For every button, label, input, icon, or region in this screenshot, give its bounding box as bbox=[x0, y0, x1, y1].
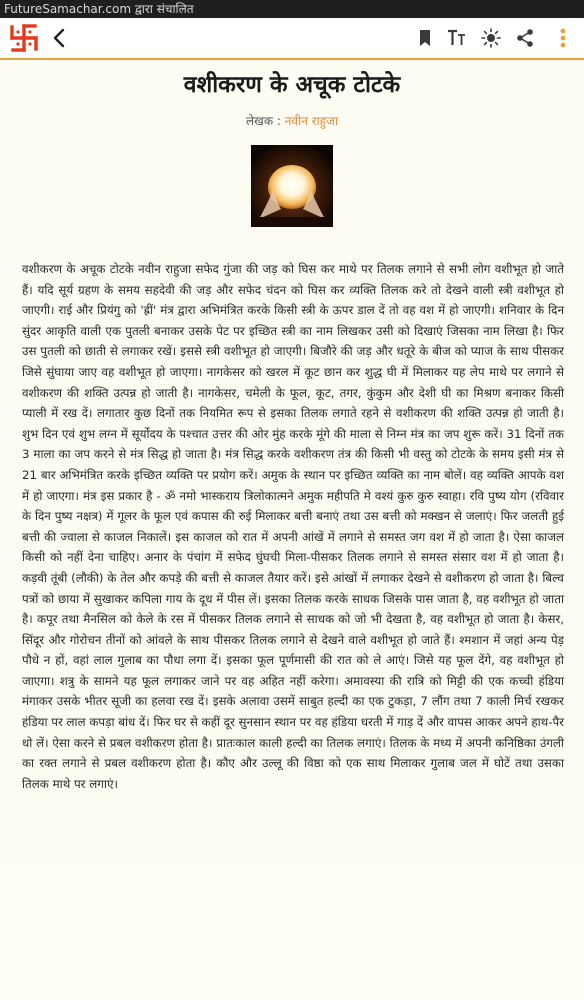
text-size-icon[interactable] bbox=[446, 27, 468, 49]
swastik-icon[interactable] bbox=[8, 22, 40, 54]
article-author bbox=[0, 112, 584, 129]
glowing-crystal-ball-icon bbox=[251, 145, 333, 227]
article-page[interactable] bbox=[0, 60, 584, 1000]
app-toolbar bbox=[0, 18, 584, 60]
author-name[interactable]: नवीन राहुजा bbox=[284, 114, 339, 128]
more-vert-icon[interactable] bbox=[552, 27, 574, 49]
empty-page-area bbox=[0, 860, 584, 1000]
article-body: वशीकरण के अचूक टोटके नवीन राहुजा सफेद गुंजा की जड़ को घिस कर माथे पर तिलक लगाने से सभी लोग वशीभूत हो जाते हैं। यदि सूर्य ग्रहण के समय सहदेवी की जड़ और सफेद चंदन को घिस कर व्यक्ति तिलक करे तो देखने वाली स्त्री वशीभूत हो जाएगी। राई और प्रियंगु को 'ह्रीं' मंत्र द्वारा अभिमंत्रित करके किसी स्त्री के ऊपर डाल दें तो वह वश में हो जाएगी। शनिवार के दिन सुंदर आकृति वाली एक पुतली बनाकर उसके पेट पर इच्छित स्त्री का नाम लिखकर उसी को दिखाएं जिसका नाम लिखा है। फिर उस पुतली को छाती से लगाकर रखें। इससे स्त्री वशीभूत हो जाएगी। बिजौरे की जड़ और धतूरे के बीज को प्याज के साथ पीसकर जिसे सुंघाया जाए वह वशीभूत हो जाएगा। नागकेसर को खरल में कूट छान कर शुद्ध घी में मिलाकर यह लेप माथे पर लगाने से वशीकरण की शक्ति उत्पन्न हो जाती है। नागकेसर, चमेली के फूल, कूट, तगर, कुंकुम और देशी घी का मिश्रण बनाकर किसी प्याली में रख दें। लगातार कुछ दिनों तक नियमित रूप से इसका तिलक लगाते रहने से वशीकरण की शक्ति उत्पन्न हो जाती है। शुभ दिन एवं शुभ लग्न में सूर्योदय के पश्चात उत्तर की ओर मुंह करके मूंगे की माला से निम्न मंत्र का जप शुरू करें। 31 दिनों तक 3 माला का जप करने से मंत्र सिद्ध हो जाता है। मंत्र सिद्ध करके वशीकरण तंत्र की किसी भी वस्तु को टोटके के समय इसी मंत्र से 21 बार अभिमंत्रित करके इच्छित व्यक्ति पर प्रयोग करें। अमुक के स्थान पर इच्छित व्यक्ति का नाम बोलें। वह व्यक्ति आपके वश में हो जाएगा। मंत्र इस प्रकार है - ॐ नमो भास्कराय त्रिलोकात्मने अमुक महीपति मे वश्यं कुरु कुरु स्वाहा। रवि पुष्य योग (रविवार के दिन पुष्य नक्षत्र) में गूलर के फूल एवं कपास की रुई मिलाकर बत्ती बनाएं तथा उस बत्ती को मक्खन से जलाएं। फिर जलती हुई बत्ती की ज्वाला से काजल निकालें। इस काजल को रात में अपनी आंखें में लगाने से समस्त जग वश में हो जाता है। ऐसा काजल किसी को नहीं देना चाहिए। अनार के पंचांग में सफेद घुंघची मिला-पीसकर तिलक लगाने से समस्त संसार वश में हो जाता है। कड़वी तूंबी (लौकी) के तेल और कपड़े की बत्ती से काजल तैयार करें। इसे आंखों में लगाकर देखने से वशीकरण हो जाता है। बिल्व पत्रों को छाया में सुखाकर कपिला गाय के दूध में पीस लें। इसका तिलक करके साधक जिसके पास जाता है, वह वशीभूत हो जाता है। कपूर तथा मैनसिल को केले के रस में पीसकर तिलक लगाने से साधक को जो भी देखता है, वह वशीभूत हो जाता है। केसर, सिंदूर और गोरोचन तीनों को आंवले के साथ पीसकर तिलक लगाने से देखने वाले वशीभूत हो जाते हैं। श्मशान में जहां अन्य पेड़ पौधे न हों, वहां लाल गुलाब का पौधा लगा दें। इसका फूल पूर्णमासी की रात को ले आएं। जिसे यह फूल देंगे, वह वशीभूत हो जाएगा। शत्रु के सामने यह फूल लगाकर जाने पर वह अहित नहीं करेगा। अमावस्या की रात्रि को मिट्टी की एक कच्ची हंडिया मंगाकर उसके भीतर सूजी का हलवा रख दें। इसके अलावा उसमें साबुत हल्दी का एक टुकड़ा, 7 लौंग तथा 7 काली मिर्च रखकर हंडिया पर लाल कपड़ा बांध दें। फिर घर से कहीं दूर सुनसान स्थान पर वह हंडिया धरती में गाड़ दें और वापस आकर अपने हाथ-पैर धो लें। ऐसा करने से प्रबल वशीकरण होता है। प्रातःकाल काली हल्दी का तिलक लगाएं। तिलक के मध्य में अपनी कनिष्ठिका उंगली का रक्त लगाने से प्रबल वशीकरण होता है। कौए और उल्लू की विष्ठा को एक साथ मिलाकर गुलाब जल में घोटें तथा उसका तिलक माथे पर लगाएं। bbox=[22, 262, 564, 791]
article-title: वशीकरण के अचूक टोटके bbox=[183, 72, 401, 98]
share-icon[interactable] bbox=[514, 27, 536, 49]
brightness-icon[interactable] bbox=[480, 27, 502, 49]
status-bar-text: FutureSamachar.com द्वारा संचालित bbox=[4, 2, 194, 16]
status-bar bbox=[0, 0, 584, 18]
chevron-left-icon[interactable] bbox=[46, 24, 74, 52]
bookmark-icon[interactable] bbox=[414, 27, 436, 49]
author-label: लेखक : bbox=[245, 114, 285, 128]
